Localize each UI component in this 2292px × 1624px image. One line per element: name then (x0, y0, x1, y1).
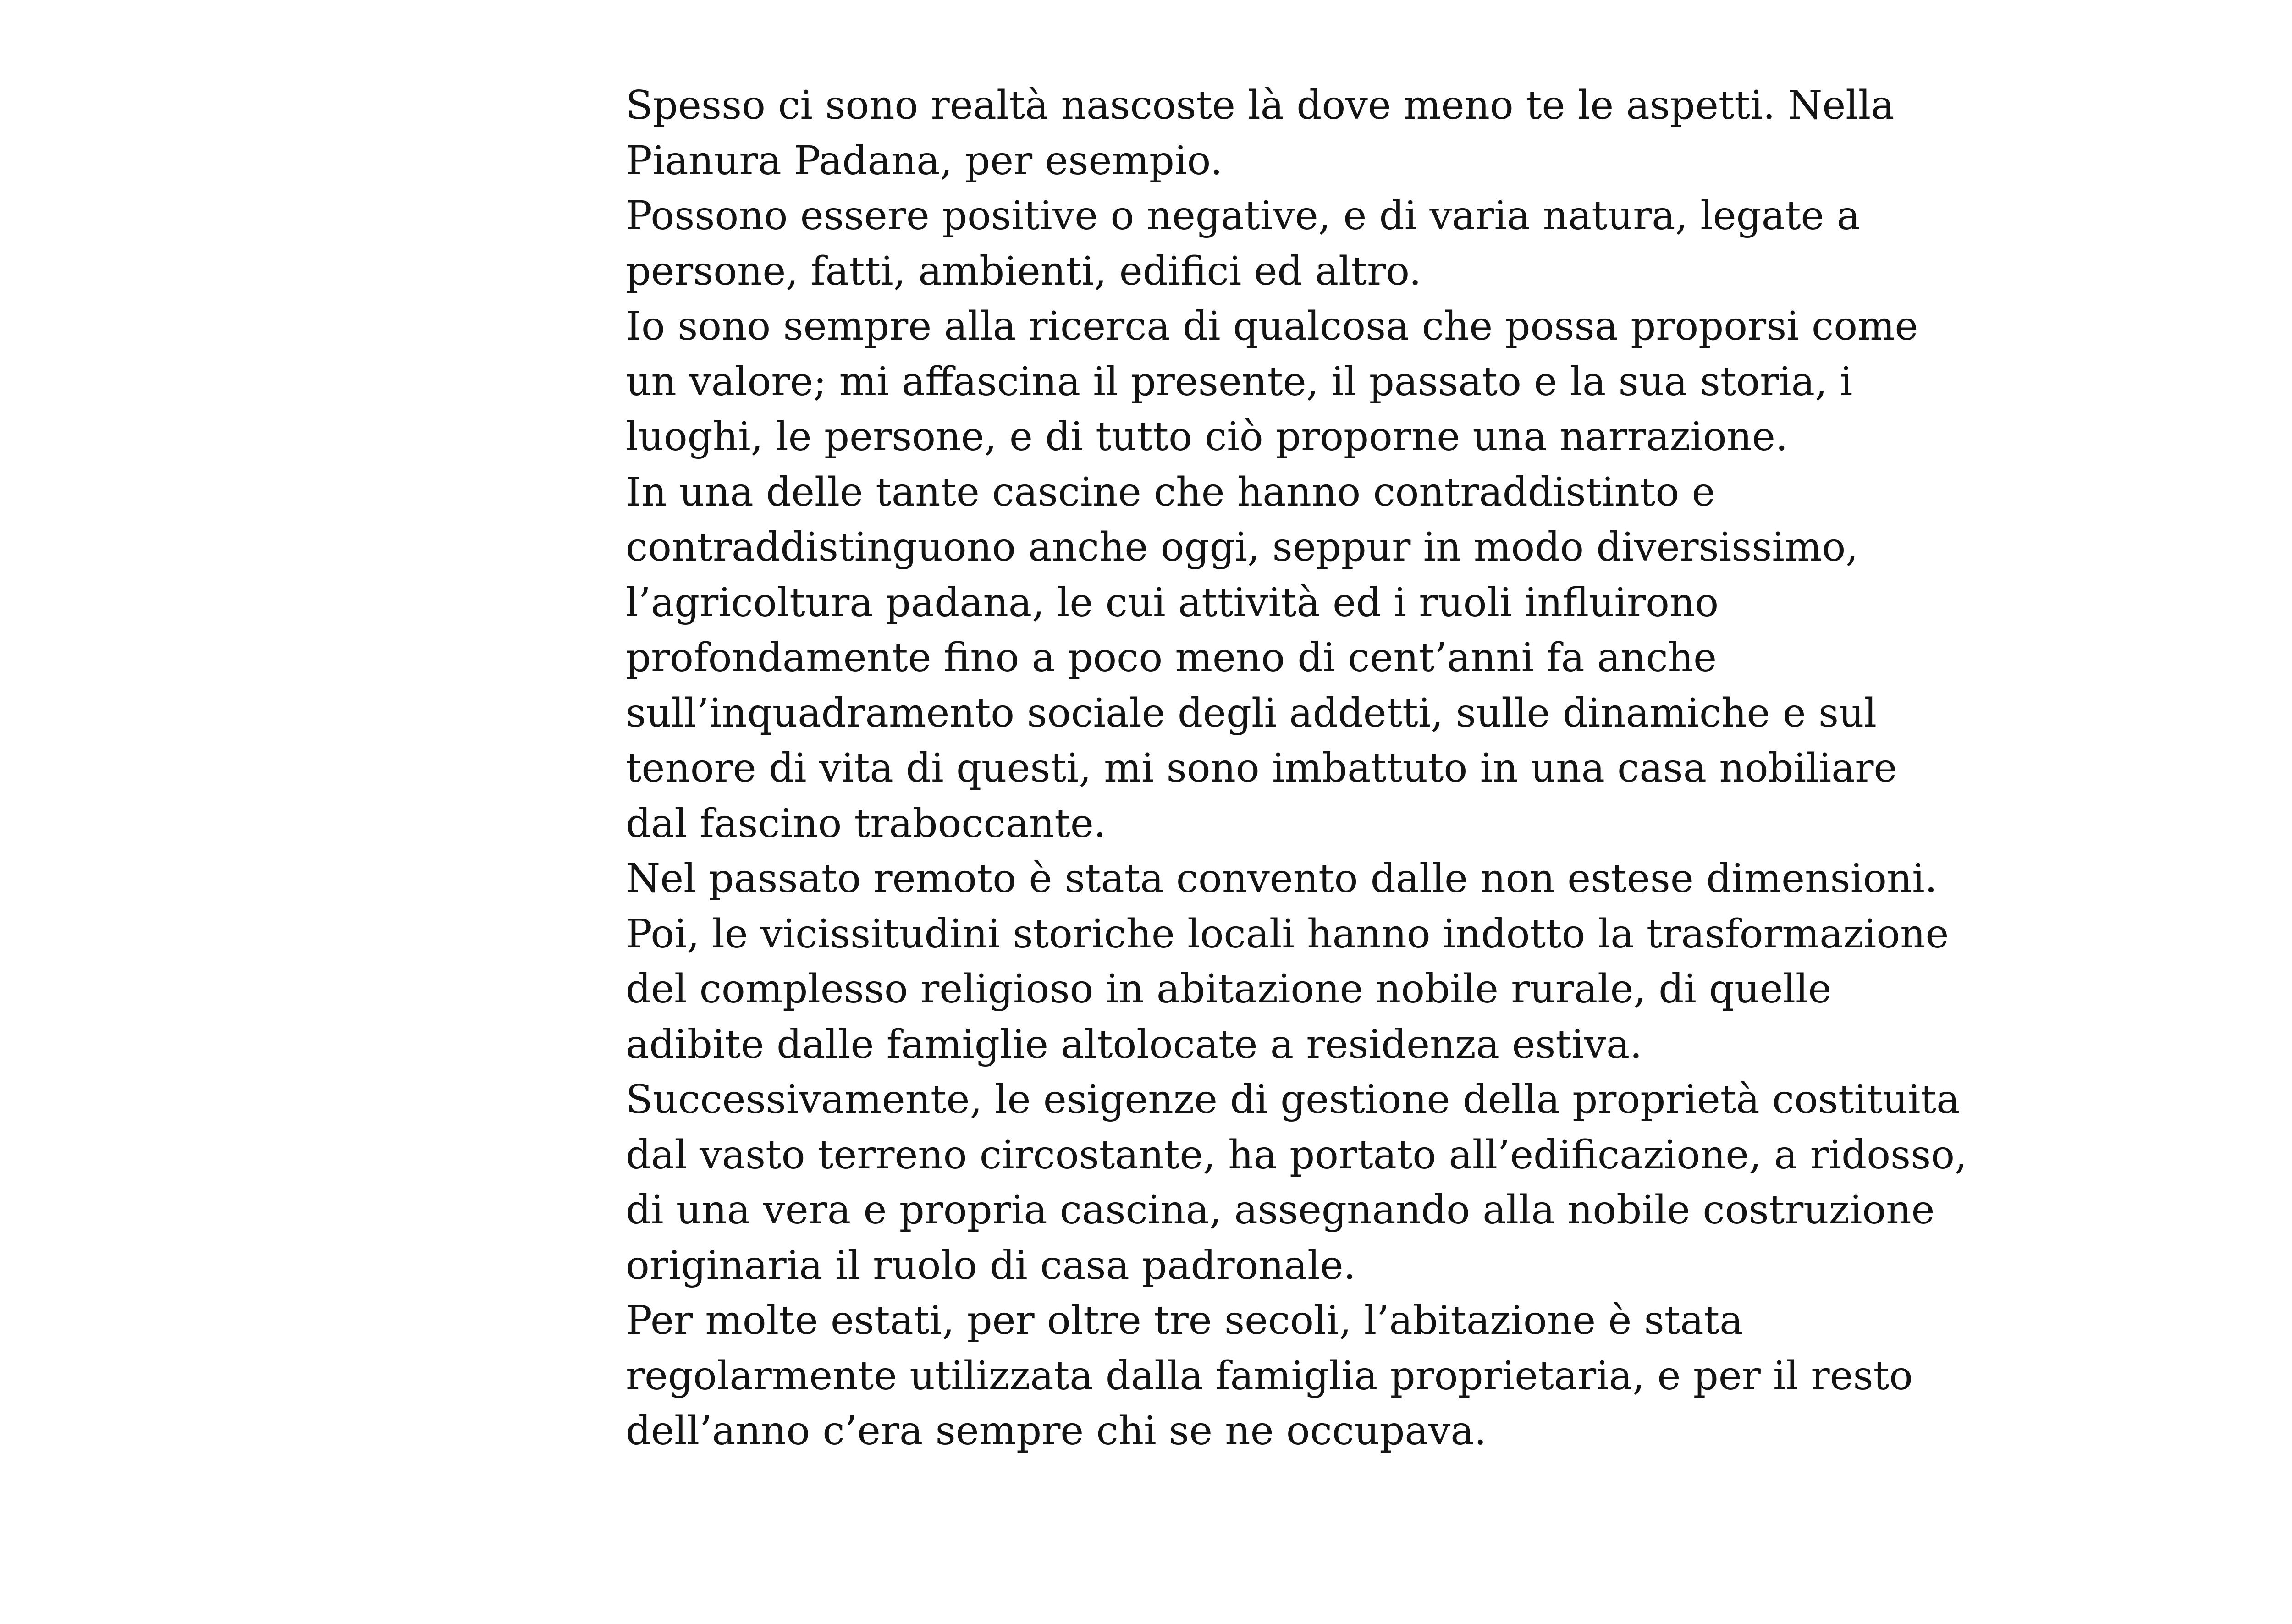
text-line: contraddistinguono anche oggi, seppur in modo diversissimo, (626, 524, 1858, 570)
text-line: profondamente fino a poco meno di cent’anni fa anche (626, 635, 1717, 681)
text-line: dell’anno c’era sempre chi se ne occupava. (626, 1408, 1487, 1454)
text-line: Poi, le vicissitudini storiche locali hanno indotto la trasformazione (626, 911, 1949, 957)
text-line: tenore di vita di questi, mi sono imbattuto in una casa nobiliare (626, 745, 1897, 791)
text-line: regolarmente utilizzata dalla famiglia proprietaria, e per il resto (626, 1353, 1913, 1399)
text-line: Possono essere positive o negative, e di varia natura, legate a (626, 193, 1861, 239)
text-line: persone, fatti, ambienti, edifici ed altro. (626, 248, 1421, 294)
text-line: dal vasto terreno circostante, ha portato all’edificazione, a ridosso, (626, 1132, 1967, 1178)
text-line: Io sono sempre alla ricerca di qualcosa che possa proporsi come (626, 303, 1918, 349)
text-line: Per molte estati, per oltre tre secoli, l’abitazione è stata (626, 1298, 1743, 1343)
text-line: Spesso ci sono realtà nascoste là dove meno te le aspetti. Nella (626, 83, 1895, 128)
text-line: di una vera e propria cascina, assegnando alla nobile costruzione (626, 1187, 1935, 1233)
text-line: dal fascino traboccante. (626, 800, 1107, 847)
text-line: sull’inquadramento sociale degli addetti, sulle dinamiche e sul (626, 690, 1877, 736)
body-text (626, 78, 1967, 1459)
text-line: Successivamente, le esigenze di gestione della proprietà costituita (626, 1077, 1960, 1123)
text-line: originaria il ruolo di casa padronale. (626, 1242, 1356, 1288)
text-line: In una delle tante cascine che hanno contraddistinto e (626, 469, 1715, 515)
text-line: del complesso religioso in abitazione nobile rurale, di quelle (626, 966, 1832, 1012)
text-line: un valore; mi affascina il presente, il passato e la sua storia, i (626, 358, 1853, 405)
text-line: Nel passato remoto è stata convento dalle non estese dimensioni. (626, 856, 1938, 902)
text-line: luoghi, le persone, e di tutto ciò proporne una narrazione. (626, 414, 1788, 460)
text-line: l’agricoltura padana, le cui attività ed i ruoli influirono (626, 579, 1719, 626)
text-line: adibite dalle famiglie altolocate a residenza estiva. (626, 1021, 1642, 1068)
text-line: Pianura Padana, per esempio. (626, 138, 1223, 184)
